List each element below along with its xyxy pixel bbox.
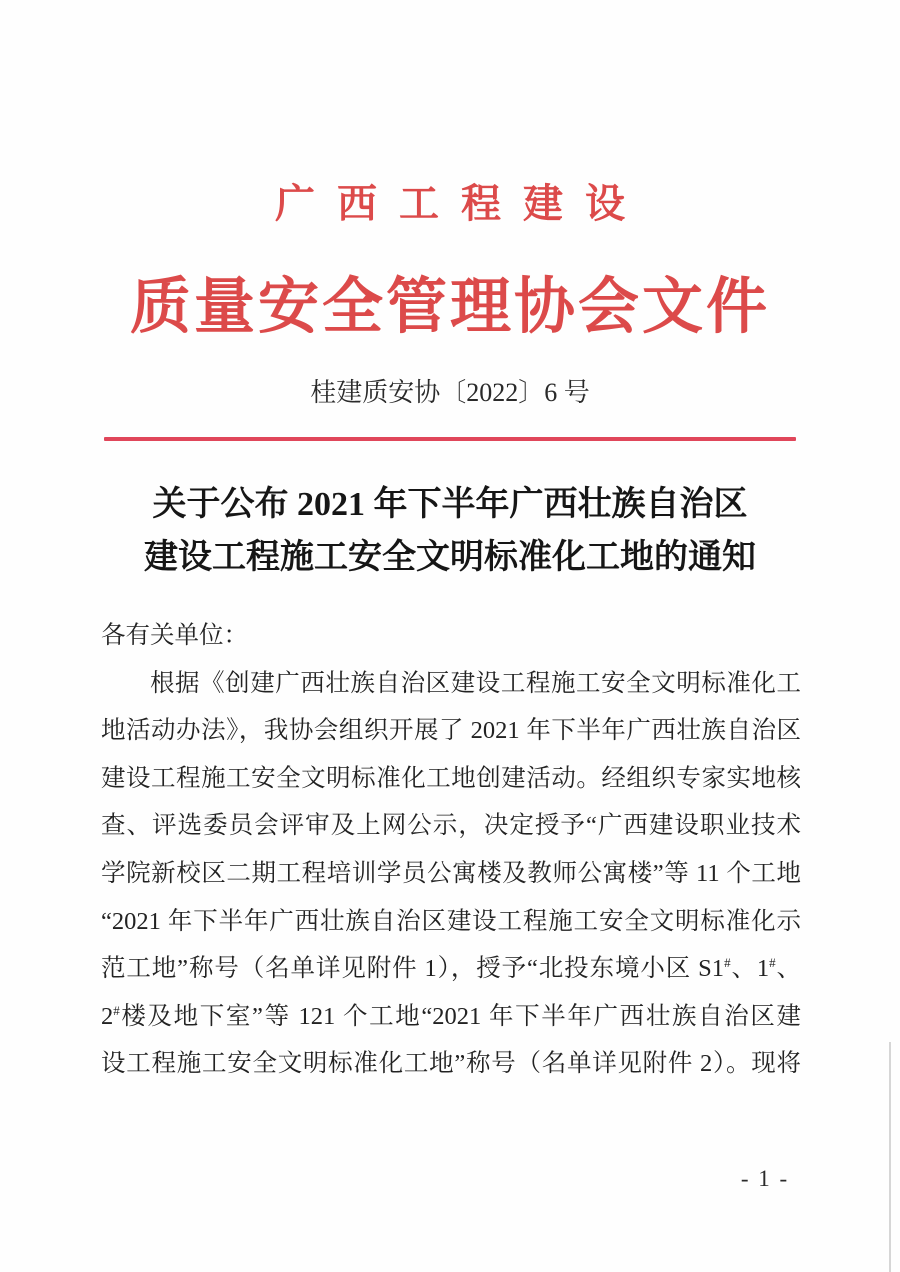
body-text-segment: 根据《创建广西壮族自治区建设工程施工安全文明标准化工 xyxy=(150,669,801,697)
body-line xyxy=(101,945,801,993)
body-text-segment: 、1 xyxy=(730,955,770,983)
doc-title-line1: 关于公布 2021 年下半年广西壮族自治区 xyxy=(152,486,748,523)
doc-number: 桂建质安协〔2022〕6 号 xyxy=(310,378,590,407)
body-text-segment: 建设工程施工安全文明标准化工地创建活动。经组织专家实地核 xyxy=(101,764,801,792)
body-text-segment: 楼及地下室”等 121 个工地“2021 年下半年广西壮族自治区建 xyxy=(119,1002,801,1030)
org-name-line2: 质量安全管理协会文件 xyxy=(129,274,770,341)
superscript-hash: # xyxy=(769,955,776,970)
doc-title-line2: 建设工程施工安全文明标准化工地的通知 xyxy=(144,539,756,576)
body-line xyxy=(101,660,801,708)
body-text-segment: 2 xyxy=(101,1002,114,1030)
page-number: - 1 - xyxy=(740,1166,790,1191)
body-line xyxy=(101,993,801,1041)
body-block xyxy=(101,612,801,1088)
body-line xyxy=(101,707,801,755)
org-name-line1: 广西工程建设 xyxy=(275,181,647,226)
body-paragraph xyxy=(101,660,801,1088)
salutation: 各有关单位： xyxy=(101,622,248,649)
body-line xyxy=(101,755,801,803)
superscript-hash: # xyxy=(724,955,731,970)
body-text-segment: 设工程施工安全文明标准化工地”称号（名单详见附件 2）。现将 xyxy=(101,1050,801,1078)
red-divider-line xyxy=(104,437,796,441)
body-text-segment: 地活动办法》，我协会组织开展了 2021 年下半年广西壮族自治区 xyxy=(101,717,801,745)
superscript-hash: # xyxy=(113,1002,120,1018)
body-text-segment: 、 xyxy=(775,955,802,983)
body-text-segment: 查、评选委员会评审及上网公示，决定授予“广西建设职业技术 xyxy=(101,812,801,840)
scan-edge-artifact xyxy=(889,1042,891,1272)
body-line xyxy=(101,898,801,946)
body-text-segment: 范工地”称号（名单详见附件 1），授予“北投东境小区 S1 xyxy=(101,955,725,983)
body-line xyxy=(101,850,801,898)
body-line xyxy=(101,1040,801,1088)
body-text-segment: “2021 年下半年广西壮族自治区建设工程施工安全文明标准化示 xyxy=(101,907,801,935)
doc-title xyxy=(0,478,900,584)
body-line xyxy=(101,802,801,850)
body-text-segment: 学院新校区二期工程培训学员公寓楼及教师公寓楼”等 11 个工地 xyxy=(101,859,801,887)
